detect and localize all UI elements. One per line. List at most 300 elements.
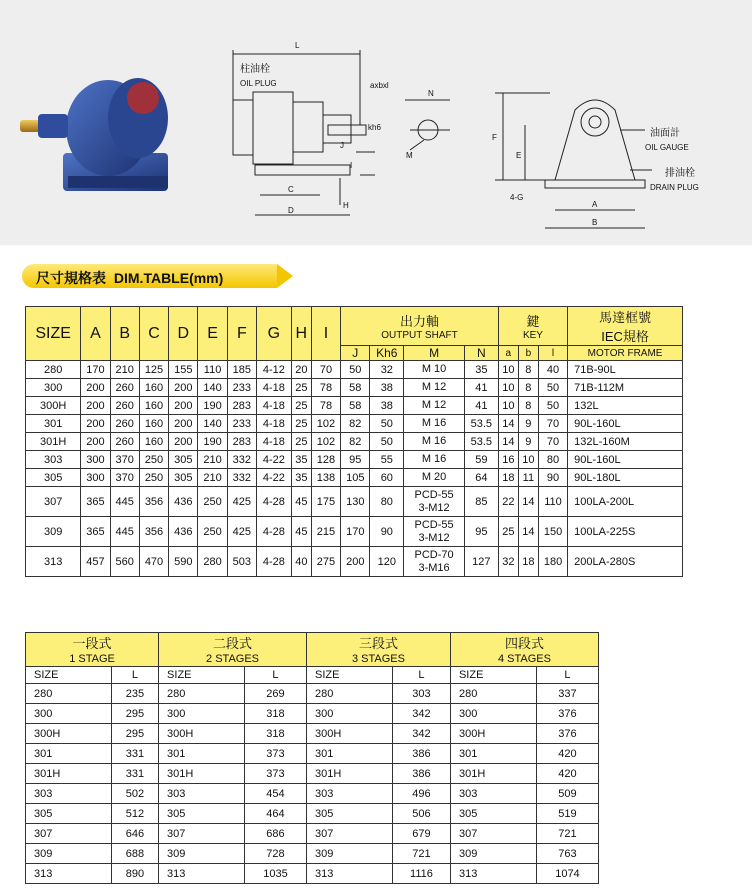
col-C: C <box>139 307 168 361</box>
stage-table-body <box>26 667 599 884</box>
cell-i: 70 <box>311 361 340 379</box>
dimension-table-body <box>26 361 683 577</box>
stage-group-en: 1 STAGE <box>26 652 159 667</box>
cell-size: 280 <box>159 684 245 704</box>
cell-e: 210 <box>198 451 227 469</box>
cell-m-line1: M 16 <box>421 435 447 447</box>
cell-l: 376 <box>536 724 598 744</box>
cell-size: 305 <box>307 804 393 824</box>
cell-m <box>404 451 465 469</box>
cell-i: 175 <box>311 487 340 517</box>
cell-n: 41 <box>464 379 498 397</box>
cell-b: 260 <box>110 433 139 451</box>
cell-d: 590 <box>169 547 198 577</box>
cell-h: 25 <box>291 415 311 433</box>
cell-size: 300H <box>26 724 112 744</box>
cell-l: 502 <box>111 784 158 804</box>
cell-c: 250 <box>139 451 168 469</box>
cell-h: 35 <box>291 469 311 487</box>
cell-f: 332 <box>227 451 256 469</box>
cell-m <box>404 517 465 547</box>
stage-group-zh: 四段式 <box>450 633 598 653</box>
cell-j: 170 <box>341 517 370 547</box>
cell-a: 22 <box>498 487 518 517</box>
cell-motor: 71B-112M <box>568 379 683 397</box>
key-header <box>498 307 567 346</box>
cell-n: 35 <box>464 361 498 379</box>
table-row <box>26 744 599 764</box>
cell-g: 4-18 <box>256 379 291 397</box>
stage-group-en: 3 STAGES <box>307 652 451 667</box>
cell-a: 14 <box>498 415 518 433</box>
cell-a: 200 <box>81 433 110 451</box>
cell-b: 560 <box>110 547 139 577</box>
cell-size: 309 <box>450 844 536 864</box>
cell-l: 420 <box>536 764 598 784</box>
cell-k: 50 <box>370 433 404 451</box>
cell-l: 90 <box>538 469 567 487</box>
cell-l: 376 <box>536 704 598 724</box>
cell-l: 420 <box>536 744 598 764</box>
cell-l: 728 <box>244 844 306 864</box>
col-size: SIZE <box>450 667 536 684</box>
cell-a: 457 <box>81 547 110 577</box>
stage-group-row <box>26 633 599 653</box>
cell-l: 70 <box>538 415 567 433</box>
cell-size: 300 <box>307 704 393 724</box>
cell-l: 295 <box>111 704 158 724</box>
cell-e: 250 <box>198 517 227 547</box>
motor-zh2: IEC規格 <box>601 329 649 344</box>
table-row <box>26 361 683 379</box>
col-N: N <box>464 346 498 361</box>
dim-D: D <box>288 206 294 215</box>
cell-a: 10 <box>498 379 518 397</box>
cell-size: 303 <box>26 784 112 804</box>
cell-h: 45 <box>291 517 311 547</box>
cell-g: 4-22 <box>256 451 291 469</box>
cell-l: 688 <box>111 844 158 864</box>
table-title-zh: 尺寸規格表 <box>36 270 106 286</box>
cell-l: 40 <box>538 361 567 379</box>
dim-N: N <box>428 89 434 98</box>
cell-size: 300 <box>26 379 81 397</box>
dim-A: A <box>592 200 598 209</box>
cell-size: 303 <box>26 451 81 469</box>
cell-m-line2: 3-M12 <box>418 501 450 514</box>
cell-a: 300 <box>81 451 110 469</box>
cell-l: 646 <box>111 824 158 844</box>
cell-l: 1116 <box>392 864 450 884</box>
cell-b: 14 <box>518 517 538 547</box>
cell-h: 45 <box>291 487 311 517</box>
cell-a: 300 <box>81 469 110 487</box>
cell-b: 11 <box>518 469 538 487</box>
col-l: L <box>111 667 158 684</box>
cell-size: 300H <box>159 724 245 744</box>
cell-size: 313 <box>450 864 536 884</box>
cell-c: 356 <box>139 487 168 517</box>
cell-size: 309 <box>26 844 112 864</box>
cell-f: 283 <box>227 433 256 451</box>
cell-b: 14 <box>518 487 538 517</box>
cell-size: 305 <box>159 804 245 824</box>
cell-g: 4-28 <box>256 547 291 577</box>
cell-g: 4-12 <box>256 361 291 379</box>
cell-j: 82 <box>341 433 370 451</box>
cell-k: 50 <box>370 415 404 433</box>
cell-h: 25 <box>291 379 311 397</box>
cell-l: 342 <box>392 724 450 744</box>
cell-size: 313 <box>26 864 112 884</box>
cell-l: 150 <box>538 517 567 547</box>
table-row <box>26 547 683 577</box>
cell-e: 210 <box>198 469 227 487</box>
cell-l: 509 <box>536 784 598 804</box>
cell-a: 200 <box>81 415 110 433</box>
cell-size: 301 <box>26 744 112 764</box>
cell-motor: 132L-160M <box>568 433 683 451</box>
stage-column-row <box>26 667 599 684</box>
cell-e: 250 <box>198 487 227 517</box>
cell-l: 269 <box>244 684 306 704</box>
cell-d: 305 <box>169 469 198 487</box>
cell-size: 300 <box>159 704 245 724</box>
cell-l: 454 <box>244 784 306 804</box>
cell-l: 318 <box>244 704 306 724</box>
cell-m <box>404 487 465 517</box>
cell-a: 32 <box>498 547 518 577</box>
cell-n: 95 <box>464 517 498 547</box>
cell-n: 53.5 <box>464 415 498 433</box>
cell-m-line1: PCD-55 <box>414 518 454 531</box>
cell-size: 307 <box>450 824 536 844</box>
cell-j: 58 <box>341 379 370 397</box>
cell-l: 464 <box>244 804 306 824</box>
cell-l: 180 <box>538 547 567 577</box>
col-l: L <box>536 667 598 684</box>
stage-group-zh: 一段式 <box>26 633 159 653</box>
col-D: D <box>169 307 198 361</box>
cell-g: 4-18 <box>256 415 291 433</box>
cell-c: 470 <box>139 547 168 577</box>
cell-m-line1: M 20 <box>421 471 447 483</box>
cell-size: 305 <box>450 804 536 824</box>
stage-group-zh: 二段式 <box>159 633 307 653</box>
cell-size: 303 <box>450 784 536 804</box>
output-shaft-zh: 出力軸 <box>399 314 439 329</box>
drain-plug-label-zh: 排油栓 <box>665 168 695 179</box>
cell-f: 283 <box>227 397 256 415</box>
cell-j: 130 <box>341 487 370 517</box>
dim-B: B <box>592 218 598 227</box>
col-J: J <box>341 346 370 361</box>
table-row <box>26 433 683 451</box>
cell-size: 307 <box>26 487 81 517</box>
cell-l: 318 <box>244 724 306 744</box>
stage-group-en: 4 STAGES <box>450 652 598 667</box>
cell-size: 301H <box>307 764 393 784</box>
cell-a: 10 <box>498 361 518 379</box>
cell-m <box>404 547 465 577</box>
table-row <box>26 824 599 844</box>
cell-size: 313 <box>159 864 245 884</box>
cell-d: 436 <box>169 487 198 517</box>
cell-k: 90 <box>370 517 404 547</box>
col-M: M <box>404 346 465 361</box>
col-Kh6: Kh6 <box>370 346 404 361</box>
col-E: E <box>198 307 227 361</box>
col-size: SIZE <box>307 667 393 684</box>
cell-j: 82 <box>341 415 370 433</box>
cell-c: 160 <box>139 415 168 433</box>
cell-f: 233 <box>227 379 256 397</box>
oil-plug-label-en: OIL PLUG <box>240 79 277 88</box>
cell-l: 342 <box>392 704 450 724</box>
cell-i: 128 <box>311 451 340 469</box>
cell-l: 506 <box>392 804 450 824</box>
cell-m-line1: M 12 <box>421 399 447 411</box>
col-F: F <box>227 307 256 361</box>
cell-f: 233 <box>227 415 256 433</box>
cell-d: 200 <box>169 415 198 433</box>
table-row <box>26 379 683 397</box>
cell-m-line1: M 12 <box>421 381 447 393</box>
cell-m-line1: M 16 <box>421 417 447 429</box>
gear-reducer-photo <box>18 58 193 208</box>
cell-size: 301H <box>159 764 245 784</box>
cell-size: 307 <box>307 824 393 844</box>
cell-l: 890 <box>111 864 158 884</box>
cell-k: 80 <box>370 487 404 517</box>
dim-H: H <box>343 201 349 210</box>
cell-f: 332 <box>227 469 256 487</box>
table-title-en: DIM.TABLE(mm) <box>113 270 224 286</box>
oil-plug-label-zh: 柱油栓 <box>240 64 270 75</box>
cell-l: 721 <box>536 824 598 844</box>
dim-J: J <box>340 141 344 150</box>
cell-l: 80 <box>538 451 567 469</box>
cell-b: 260 <box>110 397 139 415</box>
cell-d: 200 <box>169 397 198 415</box>
stage-group-zh: 三段式 <box>307 633 451 653</box>
cell-k: 32 <box>370 361 404 379</box>
dim-I: I <box>350 161 353 170</box>
col-l: L <box>392 667 450 684</box>
cell-e: 280 <box>198 547 227 577</box>
cell-motor: 90L-160L <box>568 415 683 433</box>
title-arrow <box>277 264 293 288</box>
cell-n: 59 <box>464 451 498 469</box>
output-shaft-en: OUTPUT SHAFT <box>381 330 458 341</box>
dim-C: C <box>288 185 294 194</box>
table-row <box>26 451 683 469</box>
cell-l: 50 <box>538 397 567 415</box>
cell-c: 160 <box>139 433 168 451</box>
motor-frame-header-zh <box>568 307 683 346</box>
cell-d: 200 <box>169 379 198 397</box>
cell-b: 370 <box>110 451 139 469</box>
cell-h: 20 <box>291 361 311 379</box>
cell-j: 105 <box>341 469 370 487</box>
cell-size: 301H <box>26 433 81 451</box>
cell-c: 250 <box>139 469 168 487</box>
key-en: KEY <box>522 330 543 341</box>
cell-i: 78 <box>311 379 340 397</box>
cell-b: 370 <box>110 469 139 487</box>
dimension-drawing <box>200 30 745 245</box>
cell-a: 365 <box>81 487 110 517</box>
cell-size: 305 <box>26 804 112 824</box>
cell-b: 18 <box>518 547 538 577</box>
cell-i: 102 <box>311 433 340 451</box>
table-title <box>36 268 223 288</box>
cell-l: 686 <box>244 824 306 844</box>
cell-n: 127 <box>464 547 498 577</box>
dim-kh6: kh6 <box>368 123 381 132</box>
col-B: B <box>110 307 139 361</box>
cell-size: 301 <box>450 744 536 764</box>
dim-M: M <box>406 151 413 160</box>
cell-h: 25 <box>291 397 311 415</box>
cell-motor: 100LA-225S <box>568 517 683 547</box>
cell-b: 9 <box>518 415 538 433</box>
cell-c: 160 <box>139 397 168 415</box>
cell-e: 140 <box>198 415 227 433</box>
cell-d: 200 <box>169 433 198 451</box>
cell-i: 275 <box>311 547 340 577</box>
key-zh: 鍵 <box>526 314 540 329</box>
col-size: SIZE <box>159 667 245 684</box>
cell-motor: 200LA-280S <box>568 547 683 577</box>
cell-size: 301 <box>159 744 245 764</box>
cell-a: 25 <box>498 517 518 547</box>
dim-L: L <box>295 41 300 50</box>
oil-gauge-label-zh: 油面計 <box>650 128 680 139</box>
cell-a: 10 <box>498 397 518 415</box>
stage-table-head <box>26 633 599 667</box>
table-row <box>26 764 599 784</box>
output-shaft-header <box>341 307 499 346</box>
cell-f: 185 <box>227 361 256 379</box>
cell-l: 331 <box>111 744 158 764</box>
cell-m <box>404 415 465 433</box>
cell-b: 210 <box>110 361 139 379</box>
cell-g: 4-22 <box>256 469 291 487</box>
cell-b: 260 <box>110 415 139 433</box>
cell-l: 303 <box>392 684 450 704</box>
cell-e: 190 <box>198 397 227 415</box>
col-l: l <box>538 346 567 361</box>
cell-size: 300 <box>450 704 536 724</box>
cell-n: 64 <box>464 469 498 487</box>
cell-a: 170 <box>81 361 110 379</box>
cell-k: 55 <box>370 451 404 469</box>
cell-l: 1074 <box>536 864 598 884</box>
cell-b: 8 <box>518 379 538 397</box>
cell-size: 280 <box>307 684 393 704</box>
cell-size: 307 <box>159 824 245 844</box>
cell-size: 301 <box>26 415 81 433</box>
stage-group-en: 2 STAGES <box>159 652 307 667</box>
cell-l: 519 <box>536 804 598 824</box>
col-size: SIZE <box>26 307 81 361</box>
cell-l: 512 <box>111 804 158 824</box>
cell-b: 260 <box>110 379 139 397</box>
cell-m-line1: M 10 <box>421 363 447 375</box>
cell-m-line2: 3-M12 <box>418 531 450 544</box>
cell-motor: 90L-180L <box>568 469 683 487</box>
col-I: I <box>311 307 340 361</box>
cell-m-line1: PCD-70 <box>414 548 454 561</box>
cell-size: 300H <box>450 724 536 744</box>
cell-l: 386 <box>392 744 450 764</box>
cell-size: 313 <box>307 864 393 884</box>
cell-l: 373 <box>244 744 306 764</box>
cell-l: 721 <box>392 844 450 864</box>
cell-size: 301 <box>307 744 393 764</box>
cell-e: 110 <box>198 361 227 379</box>
cell-l: 373 <box>244 764 306 784</box>
cell-i: 78 <box>311 397 340 415</box>
cell-c: 160 <box>139 379 168 397</box>
cell-h: 35 <box>291 451 311 469</box>
cell-m <box>404 433 465 451</box>
cell-h: 25 <box>291 433 311 451</box>
cell-size: 280 <box>26 361 81 379</box>
col-H: H <box>291 307 311 361</box>
table-row <box>26 804 599 824</box>
cell-d: 305 <box>169 451 198 469</box>
table-row <box>26 864 599 884</box>
table-row <box>26 844 599 864</box>
cell-m-line1: PCD-55 <box>414 488 454 501</box>
cell-g: 4-28 <box>256 487 291 517</box>
cell-j: 95 <box>341 451 370 469</box>
cell-l: 70 <box>538 433 567 451</box>
cell-b: 445 <box>110 517 139 547</box>
cell-l: 331 <box>111 764 158 784</box>
stage-length-table <box>25 632 599 884</box>
cell-l: 679 <box>392 824 450 844</box>
cell-g: 4-18 <box>256 433 291 451</box>
cell-size: 300H <box>26 397 81 415</box>
dim-4G: 4-G <box>510 193 524 202</box>
cell-size: 301H <box>26 764 112 784</box>
col-G: G <box>256 307 291 361</box>
cell-k: 60 <box>370 469 404 487</box>
cell-size: 280 <box>26 684 112 704</box>
cell-k: 38 <box>370 379 404 397</box>
table-row <box>26 415 683 433</box>
table-row <box>26 784 599 804</box>
cell-a: 18 <box>498 469 518 487</box>
cell-m-line2: 3-M16 <box>418 561 450 574</box>
cell-h: 40 <box>291 547 311 577</box>
stage-group-en-row <box>26 652 599 667</box>
cell-c: 125 <box>139 361 168 379</box>
header-figure-area <box>0 0 752 245</box>
cell-size: 313 <box>26 547 81 577</box>
cell-m <box>404 361 465 379</box>
cell-b: 445 <box>110 487 139 517</box>
oil-gauge-label-en: OIL GAUGE <box>645 143 689 152</box>
cell-n: 41 <box>464 397 498 415</box>
cell-m-line1: M 16 <box>421 453 447 465</box>
cell-g: 4-28 <box>256 517 291 547</box>
col-a: a <box>498 346 518 361</box>
cell-n: 53.5 <box>464 433 498 451</box>
